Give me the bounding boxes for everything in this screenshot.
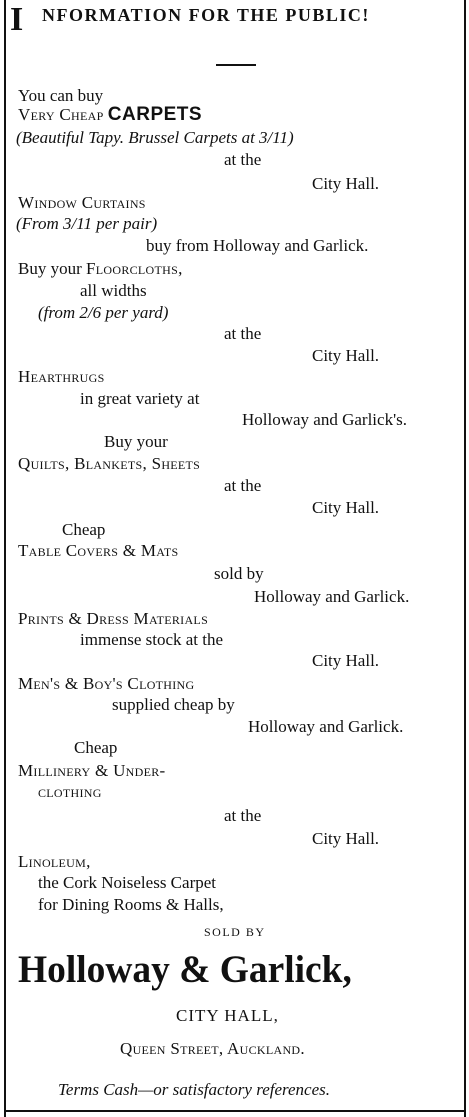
- millinery-city-hall: City Hall.: [312, 829, 380, 848]
- carpets-city-hall: City Hall.: [312, 174, 380, 193]
- right-border-rule: [464, 0, 466, 1117]
- clothing-seller: Holloway and Garlick.: [248, 717, 404, 736]
- linoleum-heading: Linoleum,: [18, 852, 91, 871]
- floorcloths-line: [18, 259, 183, 279]
- table-covers-sold-by: sold by: [214, 564, 264, 583]
- sold-by-label: SOLD BY: [204, 925, 266, 939]
- curtains-price: (From 3/11 per pair): [16, 214, 158, 233]
- firm-address: Queen Street, Auckland.: [120, 1039, 305, 1058]
- floorcloths-price: (from 2/6 per yard): [38, 303, 169, 322]
- carpets-at-the: at the: [224, 150, 262, 169]
- table-covers-cheap: Cheap: [62, 520, 106, 539]
- table-covers-heading: Table Covers & Mats: [18, 541, 179, 560]
- headline-text: NFORMATION FOR THE PUBLIC!: [42, 5, 370, 25]
- carpets-heading: CARPETS: [107, 104, 203, 125]
- quilts-at-the: at the: [224, 476, 262, 495]
- hearthrugs-variety: in great variety at: [80, 389, 200, 408]
- quilts-buy-your: Buy your: [104, 432, 168, 451]
- separator-dash: [216, 64, 256, 66]
- quilts-heading: Quilts, Blankets, Sheets: [18, 454, 201, 473]
- curtains-buy-from: buy from Holloway and Garlick.: [146, 236, 369, 255]
- carpets-detail: (Beautiful Tapy. Brussel Carpets at 3/11): [16, 128, 294, 147]
- firm-place: CITY HALL,: [176, 1006, 279, 1025]
- millinery-at-the: at the: [224, 806, 262, 825]
- bottom-border-rule: [4, 1110, 466, 1112]
- left-border-rule: [4, 0, 6, 1117]
- hearthrugs-seller: Holloway and Garlick's.: [242, 410, 407, 429]
- payment-terms: Terms Cash—or satisfactory references.: [58, 1080, 330, 1099]
- floorcloths-heading: Floorcloths,: [86, 259, 183, 278]
- very-cheap-text: Very Cheap: [18, 105, 104, 124]
- floorcloths-city-hall: City Hall.: [312, 346, 380, 365]
- firm-name: Holloway & Garlick,: [18, 948, 352, 991]
- window-curtains-heading: Window Curtains: [18, 193, 146, 212]
- linoleum-description: the Cork Noiseless Carpet: [38, 873, 216, 892]
- linoleum-use: for Dining Rooms & Halls,: [38, 895, 224, 914]
- table-covers-seller: Holloway and Garlick.: [254, 587, 410, 606]
- prints-stock: immense stock at the: [80, 630, 224, 649]
- clothing-heading: Men's & Boy's Clothing: [18, 674, 195, 693]
- millinery-cheap: Cheap: [74, 738, 118, 757]
- millinery-heading: Millinery & Under-: [18, 761, 166, 780]
- carpets-line: [18, 105, 202, 125]
- intro-line: You can buy: [18, 86, 104, 105]
- headline-initial: I: [10, 1, 24, 38]
- millinery-heading-cont: clothing: [38, 782, 102, 801]
- prints-heading: Prints & Dress Materials: [18, 609, 209, 628]
- quilts-city-hall: City Hall.: [312, 498, 380, 517]
- floorcloths-widths: all widths: [80, 281, 147, 300]
- clothing-supplied: supplied cheap by: [112, 695, 235, 714]
- hearthrugs-heading: Hearthrugs: [18, 367, 105, 386]
- floorcloths-at-the: at the: [224, 324, 262, 343]
- prints-city-hall: City Hall.: [312, 651, 380, 670]
- buy-your-text: Buy your: [18, 259, 86, 278]
